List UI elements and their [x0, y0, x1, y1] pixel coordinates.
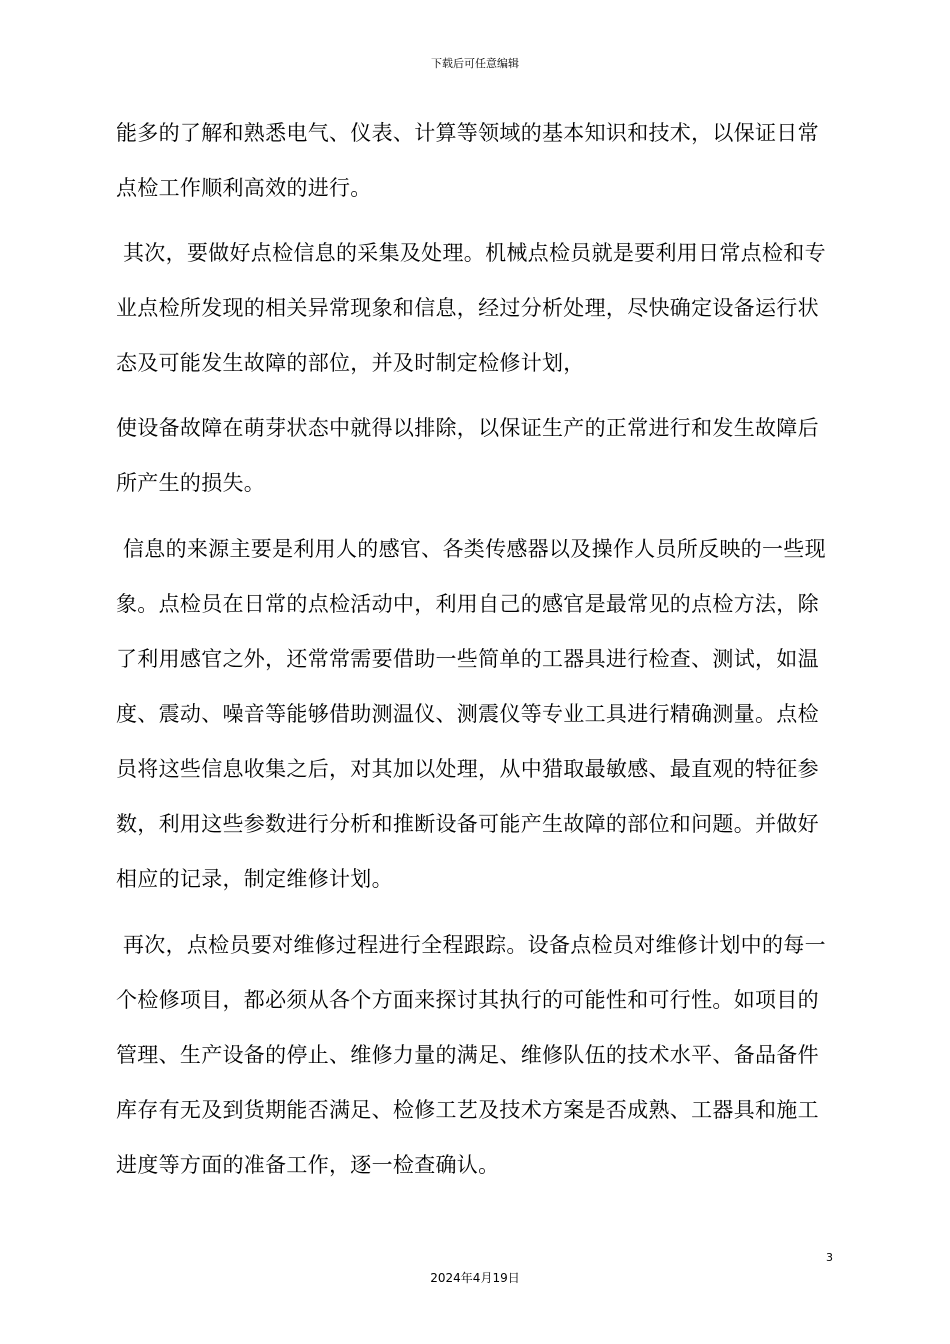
page-number: 3: [826, 1251, 833, 1264]
paragraph-1: 能多的了解和熟悉电气、仪表、计算等领域的基本知识和技术，以保证日常点检工作顺利高效的进行。: [116, 121, 819, 200]
header-note: 下载后可任意编辑: [431, 57, 519, 70]
footer-date: 2024年4月19日: [430, 1271, 520, 1285]
paragraph-2: 其次，要做好点检信息的采集及处理。机械点检员就是要利用日常点检和专业点检所发现的相关异常现象和信息，经过分析处理，尽快确定设备运行状态及可能发生故障的部位，并及时制定检修计划，: [116, 241, 826, 375]
paragraph-4: 信息的来源主要是利用人的感官、各类传感器以及操作人员所反映的一些现象。点检员在日常的点检活动中，利用自己的感官是最常见的点检方法，除了利用感官之外，还常常需要借助一些简单的工器具进行检查、测试，如温度、震动、噪音等能够借助测温仪、测震仪等专业工具进行精确测量。点检员将这些信息收集之后，对其加以处理，从中猎取最敏感、最直观的特征参数，利用这些参数进行分析和推断设备可能产生故障的部位和问题。并做好相应的记录，制定维修计划。: [116, 537, 826, 891]
paragraph-3: 使设备故障在萌芽状态中就得以排除，以保证生产的正常进行和发生故障后所产生的损失。: [116, 416, 819, 495]
document-body: [116, 106, 836, 1193]
paragraph-5: 再次，点检员要对维修过程进行全程跟踪。设备点检员对维修计划中的每一个检修项目，都必须从各个方面来探讨其执行的可能性和可行性。如项目的管理、生产设备的停止、维修力量的满足、维修队伍的技术水平、备品备件库存有无及到货期能否满足、检修工艺及技术方案是否成熟、工器具和施工进度等方面的准备工作，逐一检查确认。: [116, 933, 826, 1177]
